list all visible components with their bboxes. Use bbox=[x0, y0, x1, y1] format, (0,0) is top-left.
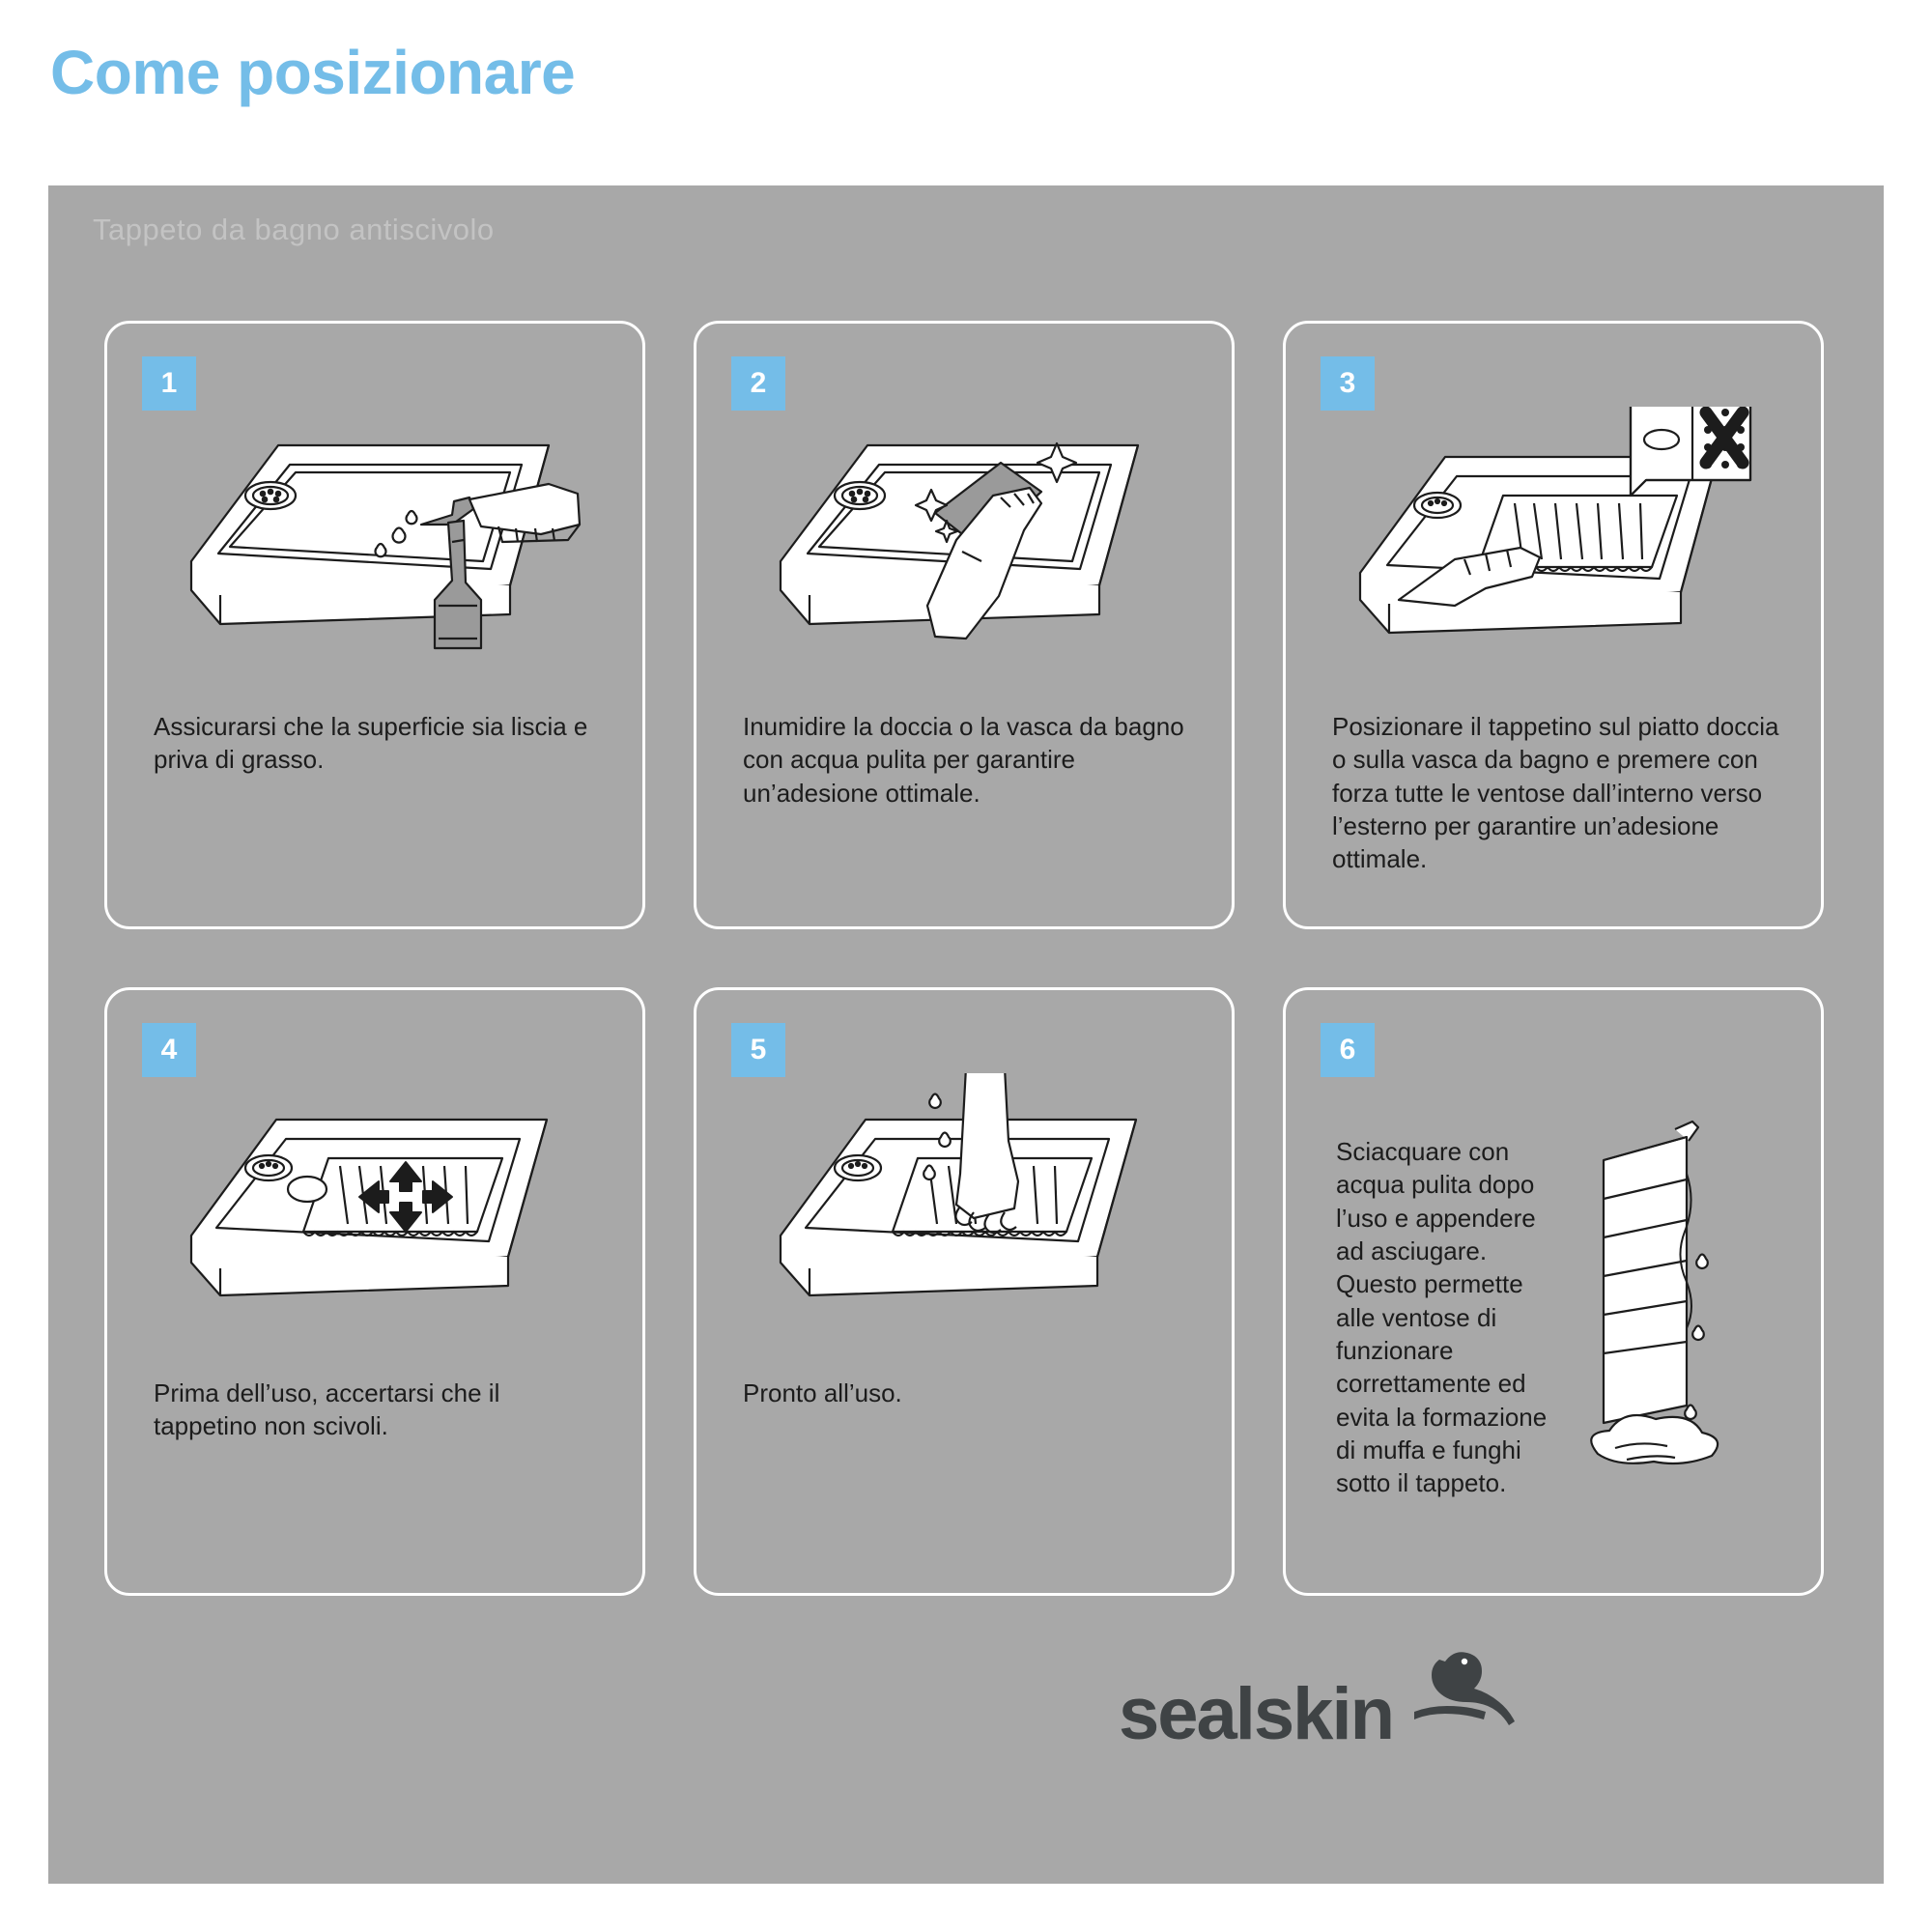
mat-slide-test-arrows-icon bbox=[107, 1073, 642, 1363]
mat-hanging-to-dry-icon bbox=[1566, 1116, 1817, 1521]
step-card-5 bbox=[694, 987, 1235, 1596]
step-card-1 bbox=[104, 321, 645, 929]
seal-logo-icon bbox=[1403, 1646, 1519, 1744]
step-number-badge: 6 bbox=[1321, 1023, 1375, 1077]
step-caption: Inumidire la doccia o la vasca da bagno con acqua pulita per garantire un’adesione ottimale. bbox=[743, 712, 1184, 808]
step-caption: Assicurarsi che la superficie sia liscia e priva di grasso. bbox=[154, 712, 588, 775]
hand-pressing-mat-suction-cups-icon bbox=[1286, 407, 1821, 696]
steps-grid bbox=[95, 321, 1843, 1605]
brand-logo bbox=[1119, 1646, 1519, 1755]
step-number-badge: 3 bbox=[1321, 356, 1375, 411]
step-caption: Sciacquare con acqua pulita dopo l’uso e appendere ad asciugare. Questo permette alle ventose di funzionare correttamente ed evita la formazione di muffa e funghi sotto il tappeto. bbox=[1336, 1137, 1548, 1498]
shower-tray-with-spray-bottle-icon bbox=[107, 407, 642, 696]
step-number-badge: 2 bbox=[731, 356, 785, 411]
shower-tray-with-cleaning-cloth-icon bbox=[696, 407, 1232, 696]
step-number-badge: 5 bbox=[731, 1023, 785, 1077]
step-card-3 bbox=[1283, 321, 1824, 929]
step-caption: Pronto all’uso. bbox=[743, 1378, 902, 1407]
brand-name: sealskin bbox=[1119, 1672, 1393, 1755]
step-card-2 bbox=[694, 321, 1235, 929]
step-caption: Posizionare il tappetino sul piatto doccia o sulla vasca da bagno e premere con forza tutte le ventose dall’interno verso l’esterno per garantire un’adesione ottimale. bbox=[1332, 712, 1779, 874]
page-subtitle: Tappeto da bagno antiscivolo bbox=[93, 213, 495, 246]
step-card-6 bbox=[1283, 987, 1824, 1596]
instructions-panel bbox=[48, 185, 1884, 1884]
foot-standing-on-mat-icon bbox=[696, 1073, 1232, 1363]
step-caption: Prima dell’uso, accertarsi che il tappetino non scivoli. bbox=[154, 1378, 500, 1441]
step-number-badge: 4 bbox=[142, 1023, 196, 1077]
step-number-badge: 1 bbox=[142, 356, 196, 411]
step-card-4 bbox=[104, 987, 645, 1596]
page-title: Come posizionare bbox=[50, 38, 576, 107]
